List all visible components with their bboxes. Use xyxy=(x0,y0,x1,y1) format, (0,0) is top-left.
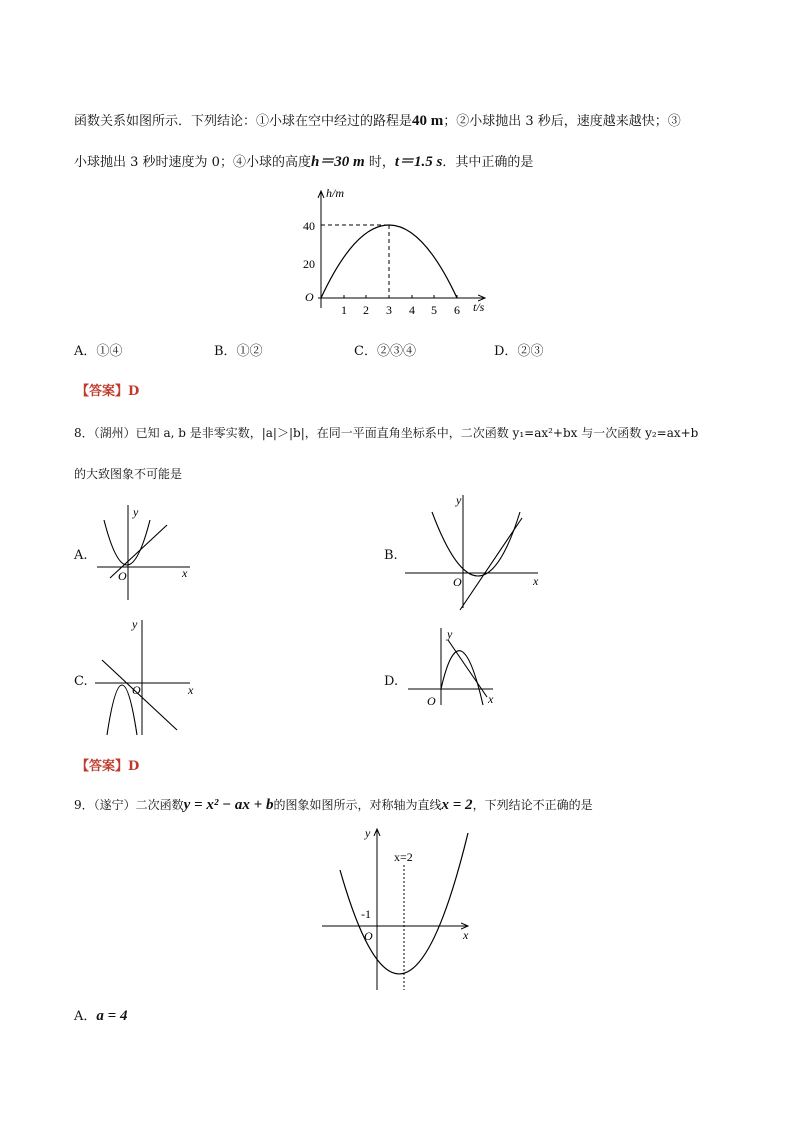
q7-option-b[interactable] xyxy=(214,340,263,359)
q7-xlabel: t/s xyxy=(473,300,485,314)
q8-graph-b xyxy=(400,490,550,615)
q7-xtick: 3 xyxy=(386,303,392,317)
option-letter: B． xyxy=(214,344,237,359)
q7-xtick: 4 xyxy=(409,303,415,317)
q7-line-1 xyxy=(74,110,681,130)
svg-text:x: x xyxy=(488,692,494,706)
q7-option-c[interactable] xyxy=(354,340,416,359)
q7-answer xyxy=(76,380,139,399)
q8-graph-d xyxy=(405,625,500,710)
q8-answer xyxy=(76,755,139,774)
q8-option-d-letter[interactable]: D. xyxy=(384,674,399,689)
q7-option-d[interactable] xyxy=(494,340,543,359)
q7-math-h: h＝30 m xyxy=(310,154,365,170)
q8-graph-a xyxy=(92,500,202,605)
q7-xtick: 6 xyxy=(454,303,460,317)
option-letter: A． xyxy=(74,344,97,359)
q9-text: 的图象如图所示，对称轴为直线 xyxy=(273,798,442,812)
q9-text: 9．（遂宁）二次函数 xyxy=(74,798,184,812)
svg-text:y: y xyxy=(447,627,453,641)
q7-xtick: 1 xyxy=(341,303,347,317)
q7-xtick: 5 xyxy=(431,303,437,317)
q7-xtick: 2 xyxy=(363,303,369,317)
option-text: ①④ xyxy=(96,344,123,359)
answer-value: D xyxy=(128,384,140,399)
q9-line-1 xyxy=(74,796,593,814)
q8-line-1: 8．（湖州）已知 a, b 是非零实数，|a|＞|b|，在同一平面直角坐标系中，二次函数 y₁=ax²+bx 与一次函数 y₂=ax+b xyxy=(74,426,699,440)
q9-tick: -1 xyxy=(361,907,371,921)
svg-text:y: y xyxy=(133,505,139,519)
option-text: a = 4 xyxy=(96,1008,128,1024)
svg-text:x: x xyxy=(533,574,539,588)
svg-text:x: x xyxy=(182,566,188,580)
answer-tag: 【答案】 xyxy=(76,759,129,774)
q9-graph xyxy=(318,825,478,995)
q7-math-40m: 40 m xyxy=(412,113,444,129)
q9-ylabel: y xyxy=(365,826,371,840)
q7-origin: O xyxy=(305,290,314,304)
q7-math-t: t＝1.5 s xyxy=(394,154,443,170)
q7-option-a[interactable] xyxy=(74,340,122,359)
svg-text:O: O xyxy=(118,569,127,583)
q7-line-2 xyxy=(74,150,533,171)
q7-text: ；②小球抛出 3 秒后，速度越来越快；③ xyxy=(443,114,681,129)
q9-text: ，下列结论不正确的是 xyxy=(472,798,593,812)
q7-text: 函数关系如图所示．下列结论：①小球在空中经过的路程是 xyxy=(74,114,413,129)
q8-graph-c xyxy=(92,615,207,740)
q8-option-b-letter[interactable]: B. xyxy=(384,548,398,563)
q8-option-a-letter[interactable]: A. xyxy=(74,548,88,563)
svg-text:O: O xyxy=(132,683,141,697)
q7-graph xyxy=(290,183,510,323)
q9-math-axis: x = 2 xyxy=(441,797,473,813)
answer-value: D xyxy=(128,759,140,774)
option-letter: D． xyxy=(494,344,518,359)
q9-math-function: y = x² − ax + b xyxy=(183,797,274,813)
q7-text: 小球抛出 3 秒时速度为 0；④小球的高度 xyxy=(74,155,311,170)
option-letter: A． xyxy=(74,1009,97,1024)
q7-text: ．其中正确的是 xyxy=(442,155,534,170)
q9-origin: O xyxy=(364,929,373,943)
q8-option-c-letter[interactable]: C. xyxy=(74,674,88,689)
svg-text:y: y xyxy=(132,617,138,631)
option-text: ②③ xyxy=(517,344,544,359)
q9-axis-label: x=2 xyxy=(394,850,413,864)
q8-line-2: 的大致图象不可能是 xyxy=(74,467,183,481)
option-letter: C． xyxy=(354,344,377,359)
q7-ylabel: h/m xyxy=(326,186,344,200)
svg-text:y: y xyxy=(456,493,462,507)
q9-xlabel: x xyxy=(463,928,469,942)
q7-ytick: 20 xyxy=(303,257,315,271)
svg-text:O: O xyxy=(427,694,436,708)
svg-text:x: x xyxy=(188,683,194,697)
q9-option-a[interactable] xyxy=(74,1005,127,1025)
answer-tag: 【答案】 xyxy=(76,384,129,399)
option-text: ②③④ xyxy=(376,344,416,359)
option-text: ①② xyxy=(236,344,263,359)
svg-text:O: O xyxy=(453,575,462,589)
q7-ytick: 40 xyxy=(303,219,315,233)
q7-text: 时， xyxy=(364,155,395,170)
